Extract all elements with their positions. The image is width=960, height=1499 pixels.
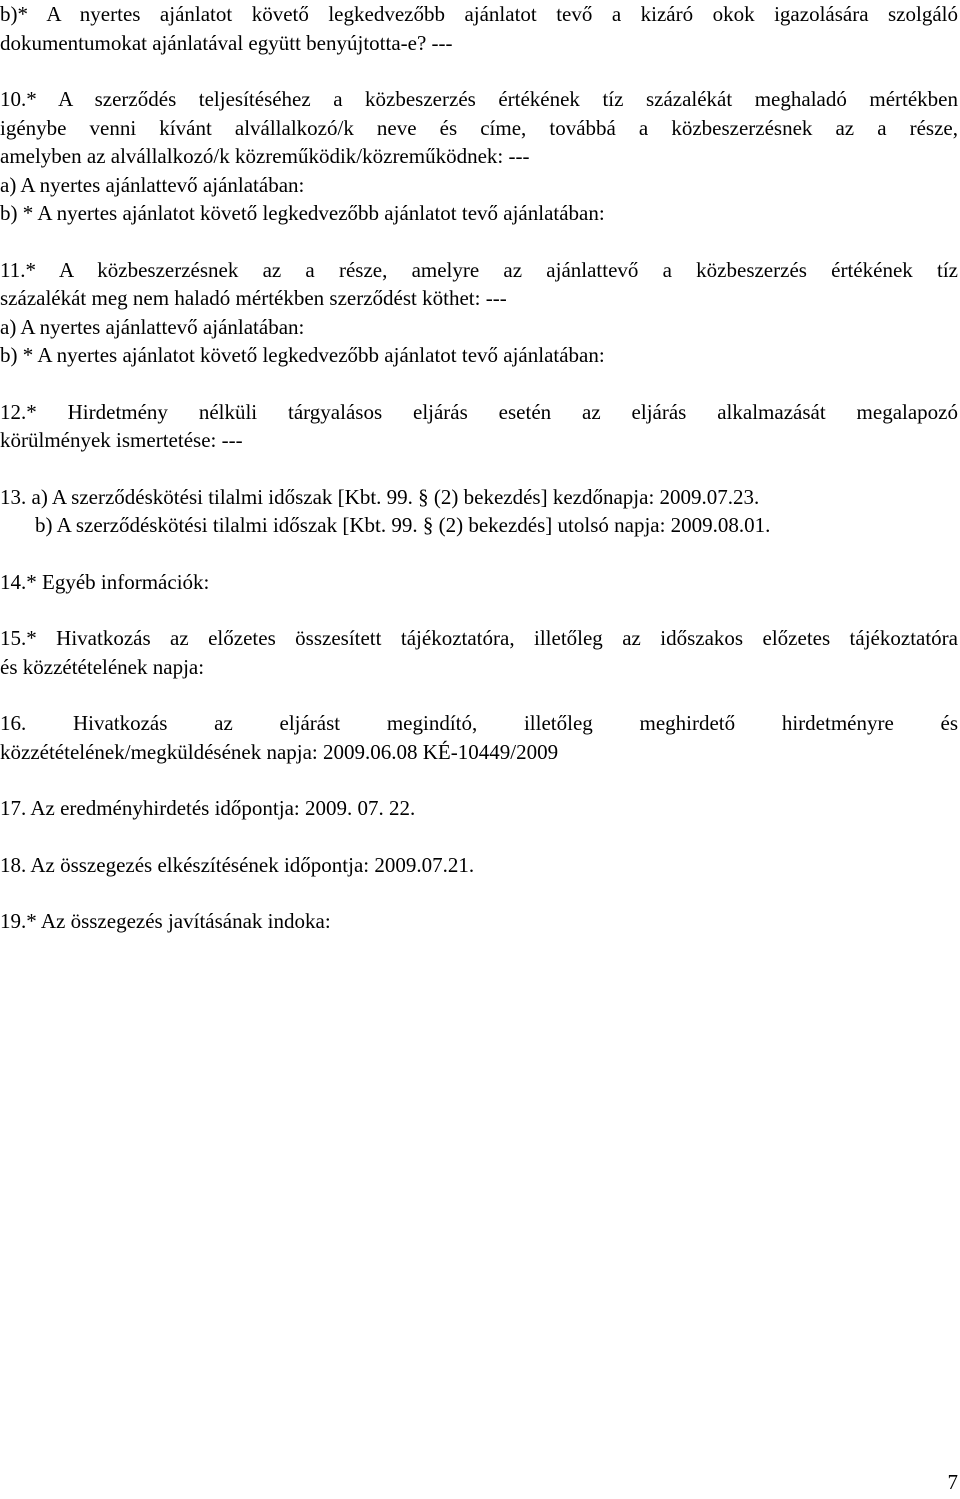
text-line: 17. Az eredményhirdetés időpontja: 2009. 07. 22. xyxy=(0,796,416,820)
item-12-negotiated-procedure xyxy=(0,398,958,455)
item-15-prior-information xyxy=(0,624,958,681)
text-line: b) * A nyertes ajánlatot követő legkedvezőbb ajánlatot tevő ajánlatában: xyxy=(0,201,605,225)
spacer xyxy=(0,228,958,256)
item-b-exclusion-docs xyxy=(0,0,958,57)
text-line: 19.* Az összegezés javításának indoka: xyxy=(0,909,331,933)
text-line: 18. Az összegezés elkészítésének időpontja: 2009.07.21. xyxy=(0,852,475,877)
item-18-summary-date xyxy=(0,851,958,880)
text-line: 15.* Hivatkozás az előzetes összesített tájékoztatóra, illetőleg az időszakos előzetes tájékoztatóra xyxy=(0,626,958,650)
item-13-standstill-period xyxy=(0,483,958,540)
text-line: 11.* A közbeszerzésnek az a része, amelyre az ajánlattevő a közbeszerzés értékének tíz xyxy=(0,257,958,282)
spacer xyxy=(0,596,958,624)
text-line: körülmények ismertetése: --- xyxy=(0,428,243,452)
text-line: 13. a) A szerződéskötési tilalmi időszak [Kbt. 99. § (2) bekezdés] kezdőnapja: 2009.07.23. xyxy=(0,484,760,509)
text-line: 10.* A szerződés teljesítéséhez a közbeszerzés értékének tíz százalékát meghaladó mértékben xyxy=(0,87,958,111)
text-line: amelyben az alvállalkozó/k közreműködik/közreműködnek: --- xyxy=(0,144,530,168)
text-line: 14.* Egyéb információk: xyxy=(0,569,210,594)
text-line: 12.* Hirdetmény nélküli tárgyalásos eljárás esetén az eljárás alkalmazását megalapozó xyxy=(0,399,958,424)
spacer xyxy=(0,681,958,709)
item-14-other-info xyxy=(0,568,958,597)
item-11-contract-portion xyxy=(0,256,958,370)
spacer xyxy=(0,823,958,851)
text-line: százalékát meg nem haladó mértékben szerződést köthet: --- xyxy=(0,286,507,310)
item-10-subcontractors xyxy=(0,85,958,228)
text-line: és közzétételének napja: xyxy=(0,654,205,679)
spacer xyxy=(0,540,958,568)
item-16-notice-reference xyxy=(0,709,958,766)
text-line: 16. Hivatkozás az eljárást megindító, illetőleg meghirdető hirdetményre és xyxy=(0,711,958,735)
text-line: b)* A nyertes ajánlatot követő legkedvezőbb ajánlatot tevő a kizáró okok igazolására szolgáló xyxy=(0,2,958,26)
item-19-correction-reason xyxy=(0,907,958,936)
text-line: a) A nyertes ajánlattevő ajánlatában: xyxy=(0,314,305,339)
text-line: b) * A nyertes ajánlatot követő legkedvezőbb ajánlatot tevő ajánlatában: xyxy=(0,343,605,367)
text-line: dokumentumokat ajánlatával együtt benyújtotta-e? --- xyxy=(0,30,453,55)
spacer xyxy=(0,879,958,907)
text-line: a) A nyertes ajánlattevő ajánlatában: xyxy=(0,172,305,197)
spacer xyxy=(0,766,958,794)
spacer xyxy=(0,57,958,85)
page-number: 7 xyxy=(947,1470,958,1494)
text-line: b) A szerződéskötési tilalmi időszak [Kbt. 99. § (2) bekezdés] utolsó napja: 2009.08.01. xyxy=(35,513,771,537)
item-17-result-date xyxy=(0,794,958,823)
spacer xyxy=(0,370,958,398)
text-line: közzétételének/megküldésének napja: 2009.06.08 KÉ-10449/2009 xyxy=(0,739,559,764)
spacer xyxy=(0,455,958,483)
text-line: igénybe venni kívánt alvállalkozó/k neve és címe, továbbá a közbeszerzésnek az a része, xyxy=(0,115,958,140)
